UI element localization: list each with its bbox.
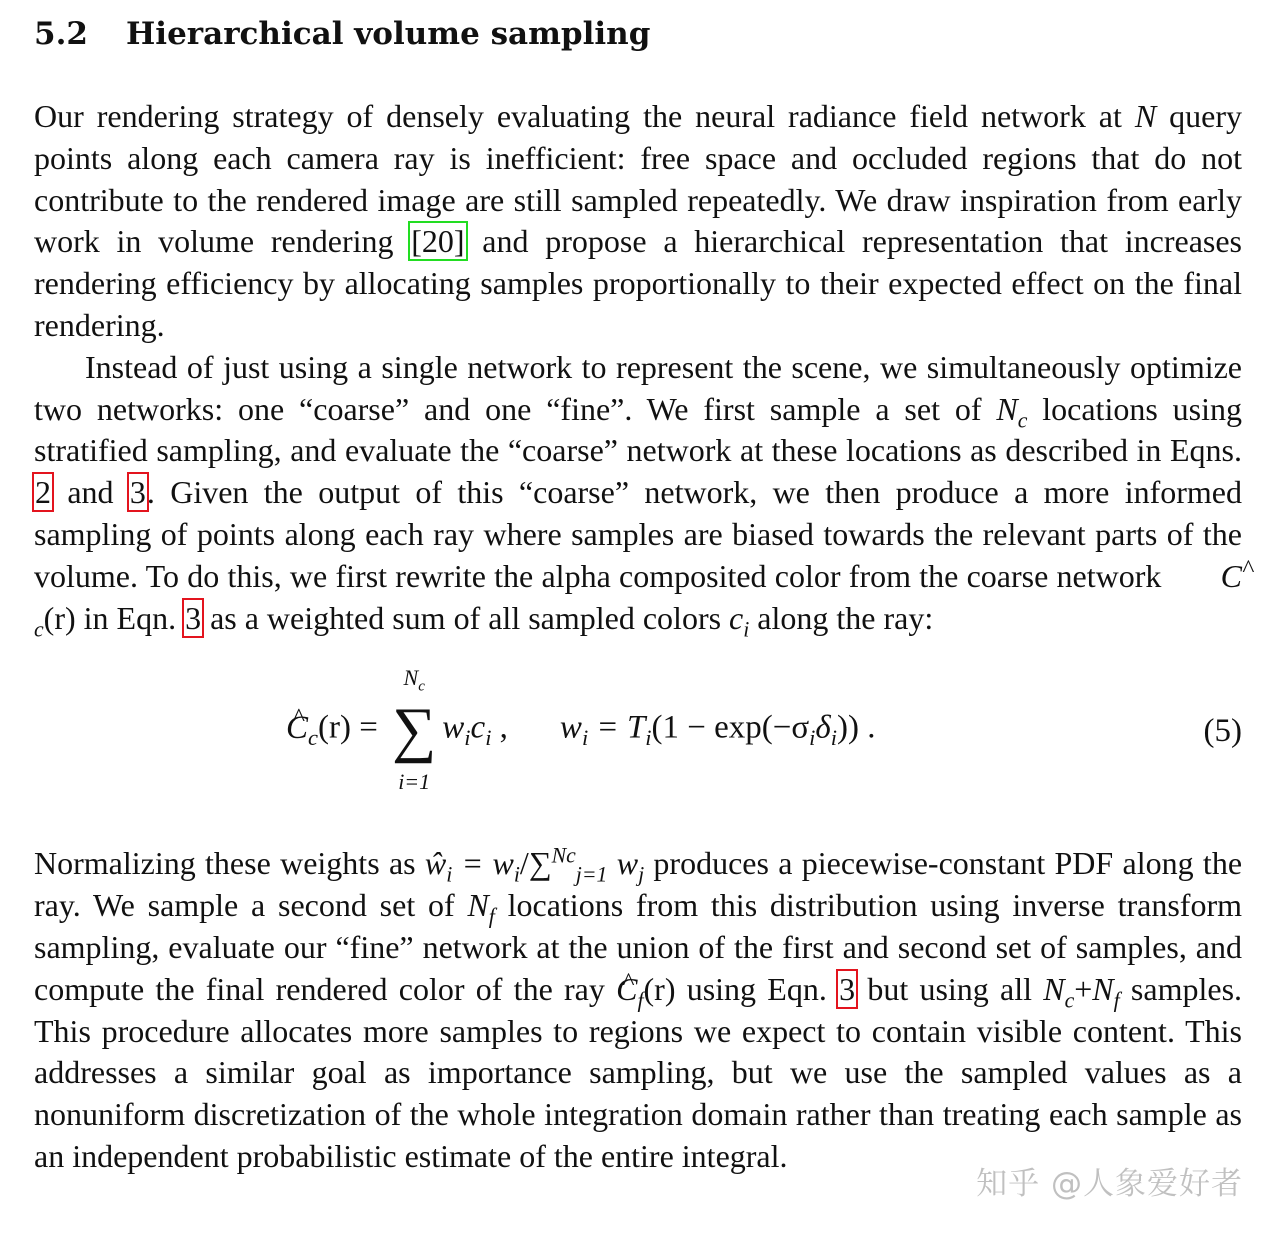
math-w: w (442, 709, 465, 746)
equation-body (286, 665, 876, 795)
math-var-n: N (1092, 970, 1114, 1007)
math-var-n: N (996, 390, 1018, 427)
text-run: and propose a hierarchical representation that increases rendering efficiency by allocating samples proportionally to their expected effect on the final rendering. (34, 223, 1243, 343)
math-sub: f (488, 904, 495, 929)
paragraph-2 (34, 347, 1242, 640)
math-sub: j (638, 862, 645, 887)
sum-lower-limit: i=1 (398, 769, 431, 795)
math-sub: c (1017, 407, 1028, 432)
math-sub: i (446, 862, 453, 887)
math-w-hat: ŵ (424, 845, 447, 882)
math-sup: Nc (551, 843, 576, 868)
math-c-hat: ^ C (616, 969, 637, 1011)
math-sub: i (464, 725, 471, 751)
math-equals: = (350, 709, 387, 746)
math-w: w (559, 709, 582, 746)
equation-link-3[interactable]: 3 (839, 970, 856, 1007)
math-c: c (470, 709, 486, 746)
math-sub: c (308, 725, 318, 751)
math-sub: i (645, 725, 652, 751)
text-run: Normalizing these weights as (34, 845, 425, 882)
equation-link-3[interactable]: 3 (185, 599, 202, 636)
text-run: using Eqn. (675, 970, 839, 1007)
sum-symbol: ∑ (392, 696, 437, 765)
text-run: in Eqn. (75, 599, 185, 636)
math-sub: i (513, 862, 520, 887)
text-run: along the ray: (749, 599, 934, 636)
math-var-n: N (1043, 970, 1065, 1007)
text-run: samples. This procedure allocates more samples to regions we expect to contain visible content. This addresses a similar goal as importance sampling, but we use the sampled values as a nonuniform discretization of the whole integration domain rather than treating each sample as an independent probabilistic estimate of the entire integral. (34, 970, 1243, 1174)
text-run: but using all (856, 970, 1044, 1007)
equation-link-3[interactable]: 3 (129, 474, 146, 511)
math-end: )) . (836, 709, 876, 746)
math-sub: c (34, 616, 44, 641)
math-sub: i (485, 725, 492, 751)
math-c-hat: ^ C (1170, 556, 1242, 598)
math-body: (1 − exp(−σ (651, 709, 810, 746)
math-sub: i (581, 725, 589, 751)
text-run: locations using stratified sampling, and evaluate the “coarse” network at these locations as described in Eqns. (34, 390, 1243, 469)
math-sub: f (1113, 988, 1120, 1013)
math-w: = w (452, 845, 514, 882)
math-arg: (r) (43, 599, 76, 636)
math-plus: + (1074, 970, 1093, 1007)
math-arg: (r) (317, 709, 351, 746)
section-heading (34, 10, 1242, 58)
text-run: as a weighted sum of all sampled colors (202, 599, 730, 636)
citation-link-20[interactable]: [20] (411, 223, 465, 260)
math-sub: i (809, 725, 816, 751)
equation-number: (5) (1203, 713, 1242, 750)
math-var-n: N (1134, 98, 1157, 134)
math-var-c: c (729, 599, 744, 636)
summation (392, 665, 437, 795)
math-t: = T (588, 709, 646, 746)
section-title: Hierarchical volume sampling (126, 16, 651, 52)
text-run: query points along each camera ray is inefficient: free space and occluded regions that do not contribute to the rendered image are still sampled repeatedly. We draw inspiration from early work in volume rendering (34, 98, 1243, 260)
text-run: locations from this distribution using inverse transform sampling, evaluate our “fine” network at the union of the first and second set of samples, and compute the final rendered color of the ray (34, 887, 1242, 1007)
math-sub: c (1064, 988, 1075, 1013)
math-c-hat: ^ C (286, 710, 308, 747)
text-run: . Given the output of this “coarse” network, we then produce a more informed sampling of points along each ray where samples are biased towards the relevant parts of the volume. To do this, we first rewrite the alpha composited color from the coarse network (34, 474, 1243, 594)
text-run: Our rendering strategy of densely evaluating the neural radiance field network at (34, 98, 1135, 134)
math-sum-inline: /∑ (519, 845, 552, 882)
paper-page (34, 10, 1242, 1178)
math-delta: δ (815, 709, 831, 746)
paragraph-1 (34, 96, 1242, 347)
equation-link-2[interactable]: 2 (35, 474, 51, 511)
text-run: and (52, 474, 129, 511)
math-arg: (r) (643, 970, 676, 1007)
math-sub: f (637, 988, 644, 1013)
text-run: Instead of just using a single network to represent the scene, we simultaneously optimize two networks: one “coarse” and one “fine”. We first sample a set of (34, 348, 1242, 427)
math-sep: , (491, 709, 508, 746)
math-sub: i (743, 616, 750, 641)
sum-upper-limit: $N_c$ (403, 665, 425, 695)
equation-5 (34, 665, 1242, 803)
watermark: 知乎 @人象爱好者 (976, 1166, 1243, 1202)
text-run: produces a piecewise-constant PDF along the ray. We sample a second set of (34, 845, 1243, 924)
paragraph-3 (34, 843, 1242, 1177)
section-number: 5.2 (34, 16, 88, 52)
math-var-n: N (467, 887, 489, 924)
math-sub: i (830, 725, 837, 751)
math-w: w (607, 845, 639, 882)
math-sub: j=1 (575, 862, 608, 887)
